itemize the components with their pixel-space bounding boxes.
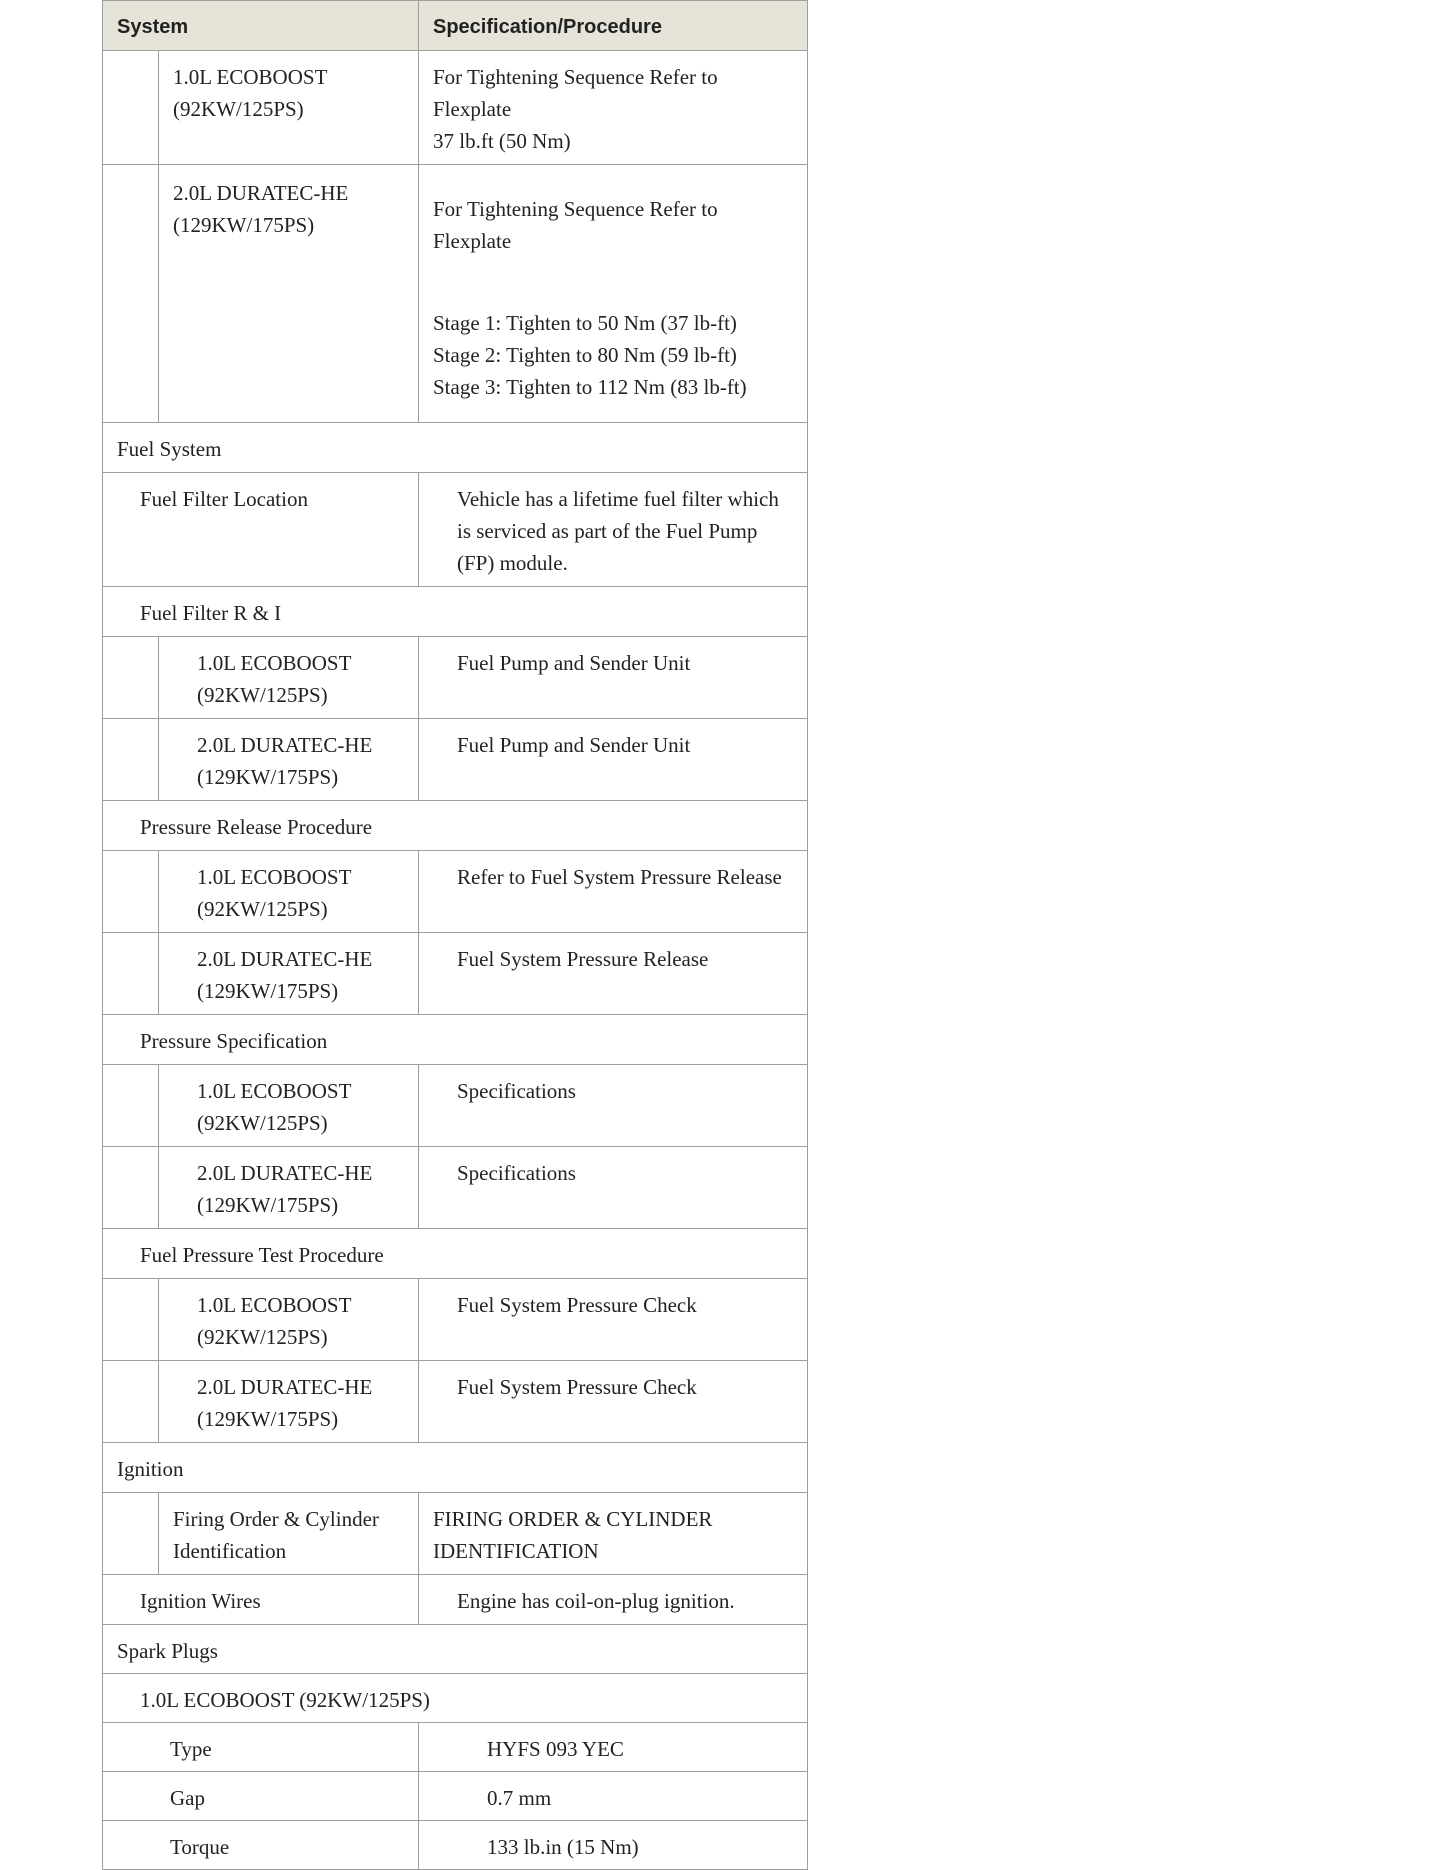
spec-cell bbox=[418, 50, 808, 165]
stage-3: Stage 3: Tighten to 112 Nm (83 lb-ft) bbox=[433, 375, 747, 399]
section-title-spark-plugs: Spark Plugs bbox=[102, 1624, 808, 1674]
indent-cell bbox=[102, 1278, 160, 1361]
label-text: Identification bbox=[173, 1539, 287, 1563]
engine-cell bbox=[158, 718, 420, 801]
spec-cell: Fuel Pump and Sender Unit bbox=[418, 636, 808, 719]
spec-text: is serviced as part of the Fuel Pump bbox=[457, 519, 758, 543]
engine-power: (129KW/175PS) bbox=[197, 765, 339, 789]
spark-plug-torque-label: Torque bbox=[102, 1820, 420, 1870]
subsection-title-pressure-spec: Pressure Specification bbox=[102, 1014, 808, 1065]
stage-1: Stage 1: Tighten to 50 Nm (37 lb-ft) bbox=[433, 311, 737, 335]
engine-power: (92KW/125PS) bbox=[197, 1325, 328, 1349]
spec-torque: 37 lb.ft (50 Nm) bbox=[433, 129, 571, 153]
fuel-filter-location-spec bbox=[418, 472, 808, 587]
indent-cell bbox=[102, 1064, 160, 1147]
indent-cell bbox=[102, 636, 160, 719]
engine-name: 2.0L DURATEC-HE bbox=[197, 1161, 373, 1185]
spec-text: Vehicle has a lifetime fuel filter which bbox=[457, 487, 779, 511]
spark-plug-type-label: Type bbox=[102, 1722, 420, 1772]
engine-power: (92KW/125PS) bbox=[197, 897, 328, 921]
spec-text: IDENTIFICATION bbox=[433, 1539, 599, 1563]
spec-cell: Fuel System Pressure Check bbox=[418, 1360, 808, 1443]
engine-cell bbox=[158, 164, 420, 423]
subsection-title-pressure-release: Pressure Release Procedure bbox=[102, 800, 808, 851]
ignition-wires-label: Ignition Wires bbox=[102, 1574, 420, 1625]
spark-plug-gap-label: Gap bbox=[102, 1771, 420, 1821]
spec-text: Flexplate bbox=[433, 97, 512, 121]
engine-name: 1.0L ECOBOOST bbox=[197, 1079, 352, 1103]
spec-cell: Fuel System Pressure Release bbox=[418, 932, 808, 1015]
spec-cell: Specifications bbox=[418, 1064, 808, 1147]
spec-text: For Tightening Sequence Refer to bbox=[433, 65, 718, 89]
indent-cell bbox=[102, 1360, 160, 1443]
engine-power: (129KW/175PS) bbox=[197, 979, 339, 1003]
indent-cell bbox=[102, 1146, 160, 1229]
indent-cell bbox=[102, 932, 160, 1015]
spec-text: FIRING ORDER & CYLINDER bbox=[433, 1507, 713, 1531]
engine-power: (92KW/125PS) bbox=[173, 97, 304, 121]
spec-text: (FP) module. bbox=[457, 551, 568, 575]
indent-cell bbox=[102, 850, 160, 933]
engine-name: 2.0L DURATEC-HE bbox=[197, 733, 373, 757]
engine-name: 1.0L ECOBOOST bbox=[197, 865, 352, 889]
engine-name: 1.0L ECOBOOST bbox=[197, 1293, 352, 1317]
spark-plugs-engine: 1.0L ECOBOOST (92KW/125PS) bbox=[102, 1673, 808, 1723]
engine-name: 2.0L DURATEC-HE bbox=[197, 947, 373, 971]
spec-text: Flexplate bbox=[433, 229, 512, 253]
spark-plug-torque-value: 133 lb.in (15 Nm) bbox=[418, 1820, 808, 1870]
column-header-system: System bbox=[102, 0, 420, 51]
label-text: Firing Order & Cylinder bbox=[173, 1507, 379, 1531]
section-title-fuel-system: Fuel System bbox=[102, 422, 808, 473]
engine-name: 1.0L ECOBOOST bbox=[173, 65, 328, 89]
column-header-spec: Specification/Procedure bbox=[418, 0, 808, 51]
engine-cell bbox=[158, 1146, 420, 1229]
section-title-ignition: Ignition bbox=[102, 1442, 808, 1493]
engine-power: (129KW/175PS) bbox=[173, 213, 315, 237]
spec-cell: Fuel Pump and Sender Unit bbox=[418, 718, 808, 801]
engine-power: (92KW/125PS) bbox=[197, 683, 328, 707]
spec-text: For Tightening Sequence Refer to bbox=[433, 197, 718, 221]
spark-plug-type-value: HYFS 093 YEC bbox=[418, 1722, 808, 1772]
engine-name: 2.0L DURATEC-HE bbox=[197, 1375, 373, 1399]
spec-cell bbox=[418, 164, 808, 423]
engine-cell bbox=[158, 1360, 420, 1443]
stage-2: Stage 2: Tighten to 80 Nm (59 lb-ft) bbox=[433, 343, 737, 367]
subsection-title-pressure-test: Fuel Pressure Test Procedure bbox=[102, 1228, 808, 1279]
engine-cell bbox=[158, 932, 420, 1015]
subsection-title-fuel-filter-ri: Fuel Filter R & I bbox=[102, 586, 808, 637]
engine-power: (92KW/125PS) bbox=[197, 1111, 328, 1135]
spec-cell: Refer to Fuel System Pressure Release bbox=[418, 850, 808, 933]
indent-cell bbox=[102, 164, 160, 423]
engine-cell bbox=[158, 50, 420, 165]
engine-cell bbox=[158, 636, 420, 719]
indent-cell bbox=[102, 50, 160, 165]
indent-cell bbox=[102, 718, 160, 801]
engine-cell bbox=[158, 1064, 420, 1147]
spec-cell: Specifications bbox=[418, 1146, 808, 1229]
engine-power: (129KW/175PS) bbox=[197, 1407, 339, 1431]
engine-power: (129KW/175PS) bbox=[197, 1193, 339, 1217]
spark-plug-gap-value: 0.7 mm bbox=[418, 1771, 808, 1821]
fuel-filter-location-label: Fuel Filter Location bbox=[102, 472, 420, 587]
engine-name: 1.0L ECOBOOST bbox=[197, 651, 352, 675]
spec-cell: Fuel System Pressure Check bbox=[418, 1278, 808, 1361]
firing-order-spec bbox=[418, 1492, 808, 1575]
engine-cell bbox=[158, 850, 420, 933]
ignition-wires-spec: Engine has coil-on-plug ignition. bbox=[418, 1574, 808, 1625]
engine-cell bbox=[158, 1278, 420, 1361]
engine-name: 2.0L DURATEC-HE bbox=[173, 181, 349, 205]
indent-cell bbox=[102, 1492, 160, 1575]
firing-order-label bbox=[158, 1492, 420, 1575]
